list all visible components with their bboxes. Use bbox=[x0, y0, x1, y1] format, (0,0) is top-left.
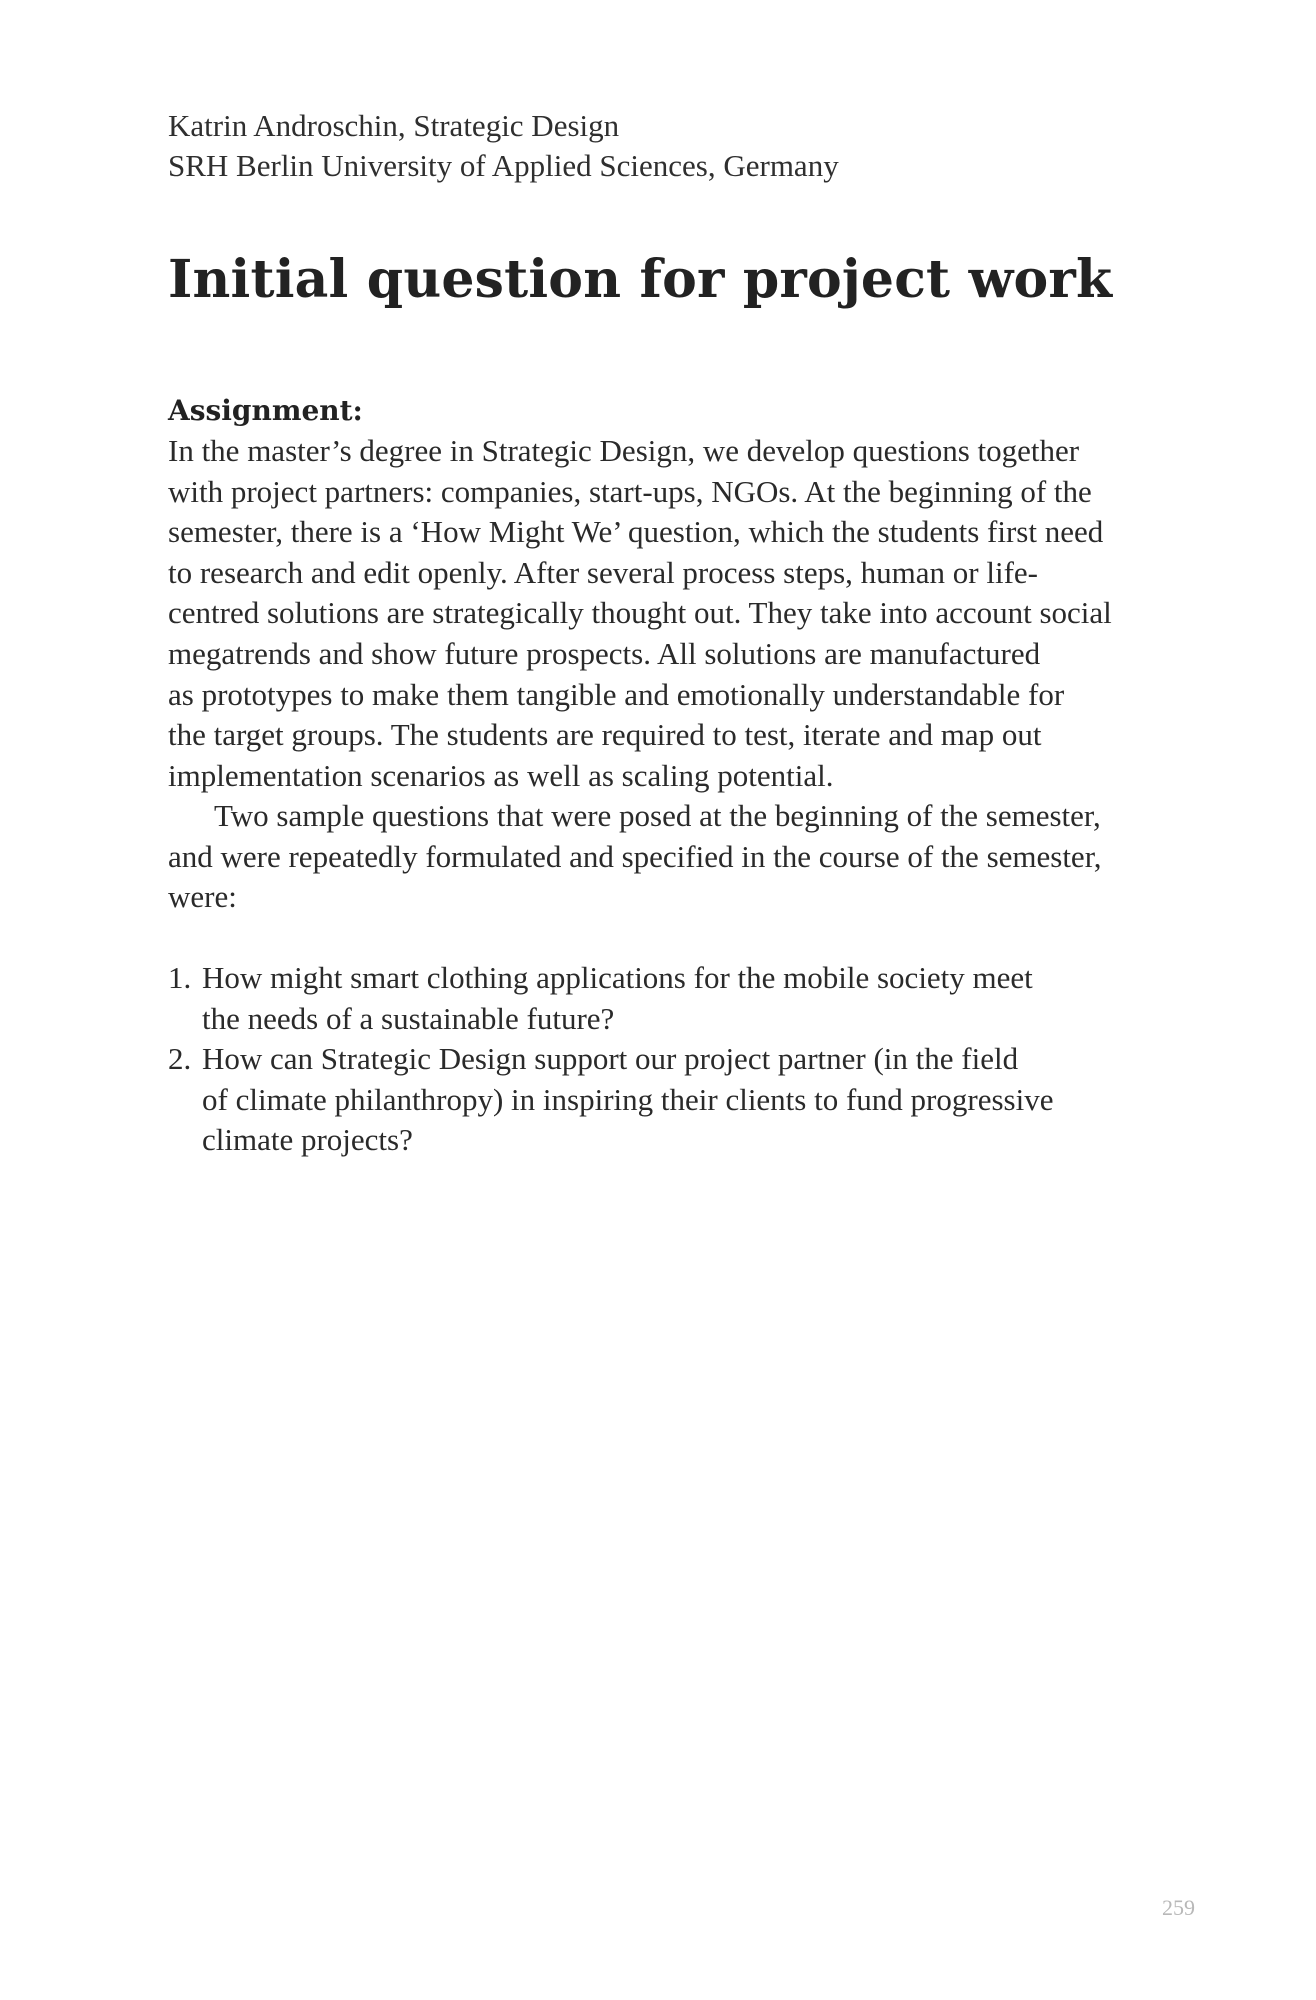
paragraph-line: semester, there is a ‘How Might We’ question, which the students first need bbox=[168, 514, 1104, 550]
paragraph-line: Two sample questions that were posed at the beginning of the semester, bbox=[214, 798, 1101, 833]
list-item-number: 1. bbox=[168, 960, 192, 995]
paragraph-line: were: bbox=[168, 879, 237, 915]
list-item-line: How can Strategic Design support our project partner (in the field bbox=[202, 1041, 1019, 1077]
author-block bbox=[168, 106, 1168, 186]
list-item-line: of climate philanthropy) in inspiring their clients to fund progressive bbox=[202, 1081, 1054, 1117]
paragraph-line: with project partners: companies, start-ups, NGOs. At the beginning of the bbox=[168, 473, 1092, 509]
paragraph-line: the target groups. The students are required to test, iterate and map out bbox=[168, 717, 1042, 753]
affiliation-line: SRH Berlin University of Applied Sciences, Germany bbox=[168, 148, 839, 183]
list-item bbox=[168, 1039, 1053, 1161]
paragraph-line: implementation scenarios as well as scaling potential. bbox=[168, 757, 834, 793]
list-item-line: climate projects? bbox=[202, 1122, 413, 1158]
paragraph-line: and were repeatedly formulated and specified in the course of the semester, bbox=[168, 838, 1102, 874]
question-list bbox=[168, 958, 1053, 1161]
list-item bbox=[168, 958, 1053, 1039]
paragraph-line: as prototypes to make them tangible and emotionally understandable for bbox=[168, 676, 1065, 712]
paragraph-line: centred solutions are strategically thought out. They take into account social bbox=[168, 595, 1112, 631]
list-item-line: How might smart clothing applications for the mobile society meet bbox=[202, 960, 1033, 995]
assignment-paragraph-1 bbox=[168, 431, 1208, 796]
assignment-paragraph-2 bbox=[168, 796, 1208, 918]
author-line: Katrin Androschin, Strategic Design bbox=[168, 108, 620, 143]
paragraph-line: megatrends and show future prospects. All solutions are manufactured bbox=[168, 635, 1041, 671]
page-title: Initial question for project work bbox=[168, 249, 1113, 310]
paragraph-line: In the master’s degree in Strategic Design, we develop questions together bbox=[168, 433, 1080, 468]
list-item-line: the needs of a sustainable future? bbox=[202, 1000, 615, 1036]
list-item-number: 2. bbox=[168, 1041, 192, 1077]
assignment-label: Assignment: bbox=[168, 394, 363, 427]
page-number: 259 bbox=[1162, 1895, 1195, 1920]
paragraph-line: to research and edit openly. After several process steps, human or life- bbox=[168, 554, 1038, 590]
